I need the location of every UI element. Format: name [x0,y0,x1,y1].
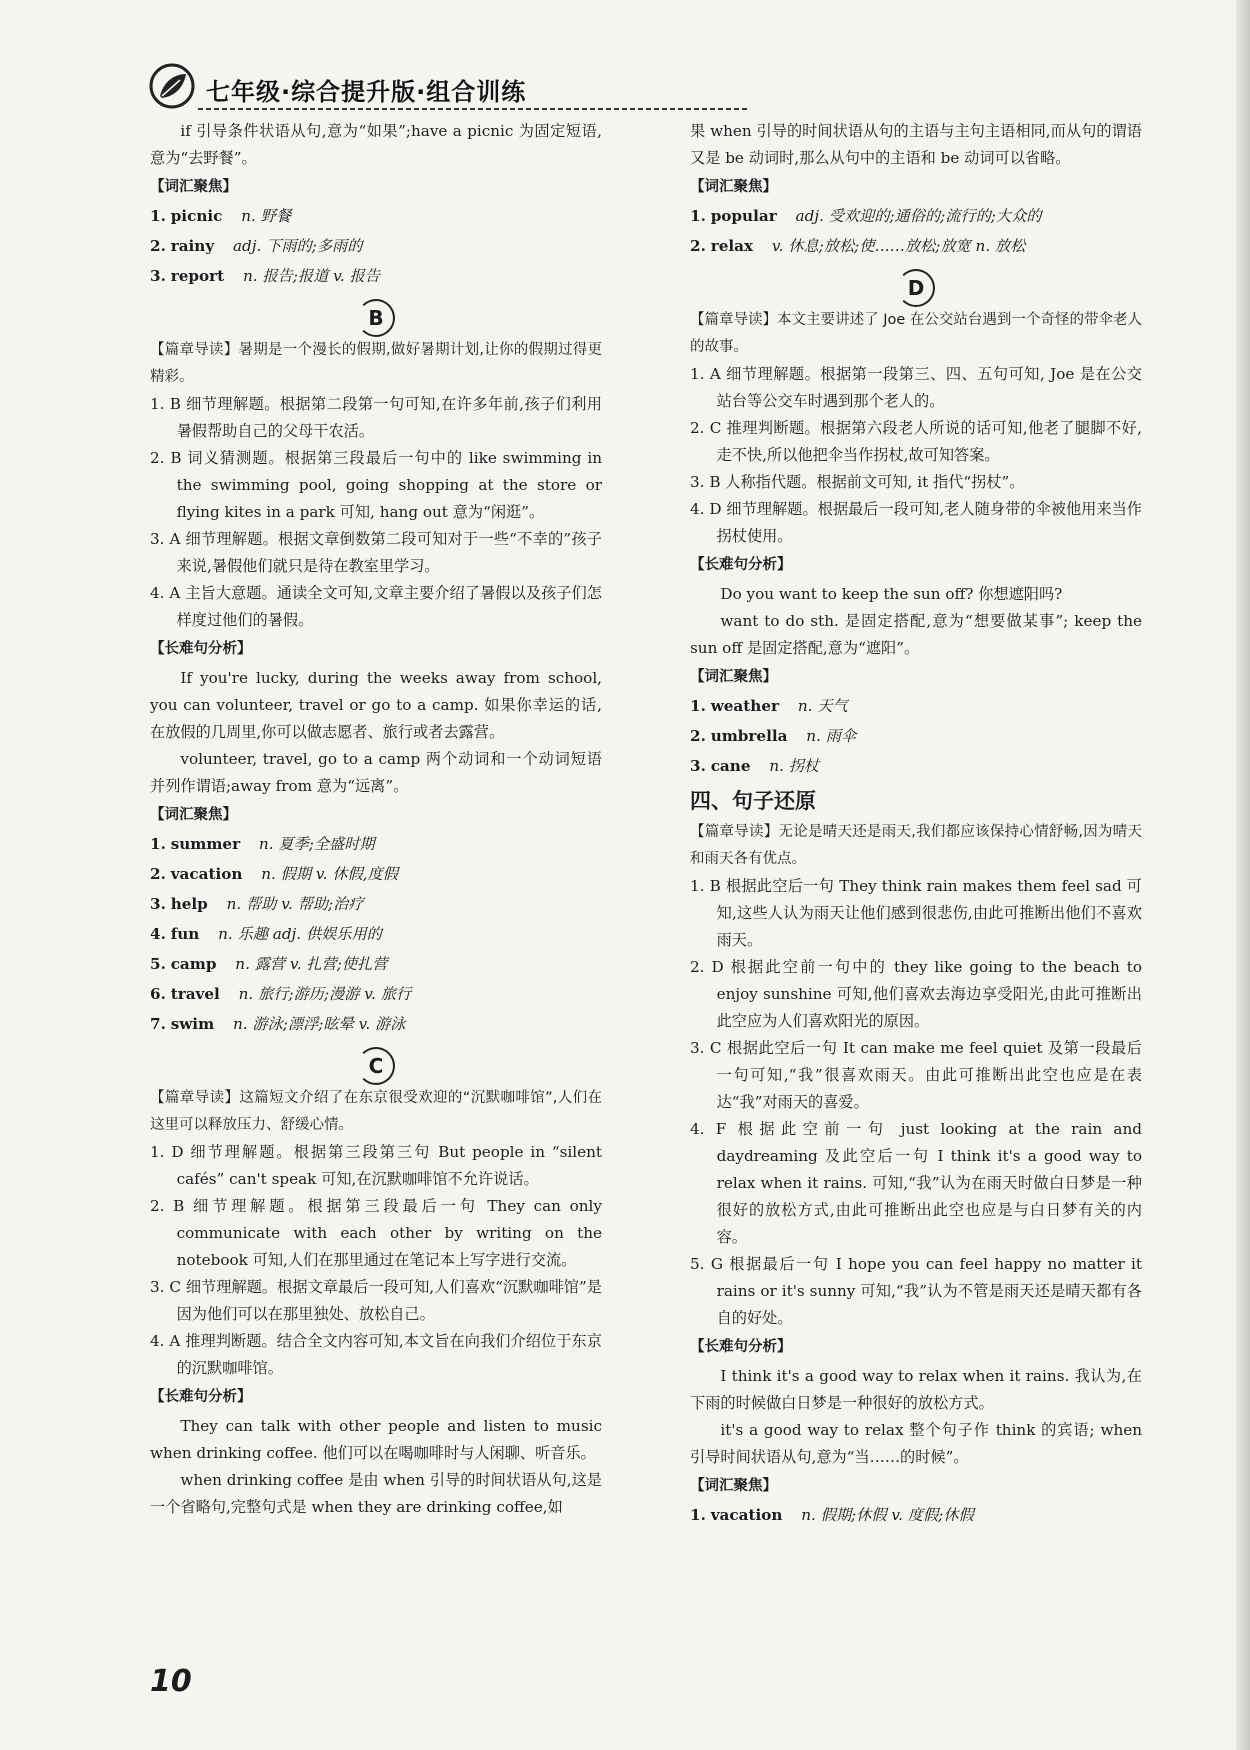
vocab-item: 3. report n. 报告;报道 v. 报告 [150,267,380,285]
answer-item: 3. A 细节理解题。根据文章倒数第二段可知对于一些“不幸的”孩子来说,暑假他们就只是待在教室里学习。 [150,530,602,575]
section-heading: 四、句子还原 [690,789,816,813]
vocab-item: 3. cane n. 拐杖 [690,757,820,775]
long-sentence: If you're lucky, during the weeks away from school, you can volunteer, travel or go to a camp. 如果你幸运的话,在放假的几周里,你可以做志愿者、旅行或者去露营。 [150,669,602,741]
vocab-label: 【词汇聚焦】 [150,807,237,823]
header-title: 七年级·综合提升版·组合训练 [206,78,527,106]
vocab-item: 2. vacation n. 假期 v. 休假,度假 [150,865,398,883]
answer-item: 4. D 细节理解题。根据最后一段可知,老人随身带的伞被他用来当作拐杖使用。 [690,500,1142,545]
long-sentence-label: 【长难句分析】 [150,1389,252,1405]
chapter-guide: 【篇章导读】本文主要讲述了 Joe 在公交站台遇到一个奇怪的带伞老人的故事。 [690,312,1142,355]
answer-item: 1. B 细节理解题。根据第二段第一句可知,在许多年前,孩子们利用暑假帮助自己的父母干农活。 [150,395,602,440]
vocab-label: 【词汇聚焦】 [150,179,237,195]
long-sentence: They can talk with other people and listen to music when drinking coffee. 他们可以在喝咖啡时与人闲聊、听音乐。 [150,1417,602,1462]
section-mark-b: B [150,293,602,337]
answer-item: 3. C 细节理解题。根据文章最后一段可知,人们喜欢“沉默咖啡馆”是因为他们可以在那里独处、放松自己。 [150,1278,602,1323]
answer-item: 5. G 根据最后一句 I hope you can feel happy no matter it rains or it's sunny 可知,“我”认为不管是雨天还是晴天都有各自的好处。 [690,1255,1142,1327]
header-rule [198,108,748,110]
vocab-label: 【词汇聚焦】 [690,179,777,195]
answer-item: 4. F 根据此空前一句 just looking at the rain and daydreaming 及此空后一句 I think it's a good way to relax when it rains. 可知,“我”认为在雨天时做白日梦是一种很好的放松方式,由此可推断出此空也应是与白日梦有关的内容。 [690,1120,1142,1246]
answer-item: 1. A 细节理解题。根据第一段第三、四、五句可知, Joe 是在公交站台等公交车时遇到那个老人的。 [690,365,1142,410]
left-column [150,118,602,1521]
long-sentence-note: when drinking coffee 是由 when 引导的时间状语从句,这是一个省略句,完整句式是 when they are drinking coffee,如 [150,1471,602,1516]
leaf-logo-icon [148,62,196,110]
long-sentence-note: volunteer, travel, go to a camp 两个动词和一个动词短语并列作谓语;away from 意为“远离”。 [150,750,602,795]
chapter-guide: 【篇章导读】暑期是一个漫长的假期,做好暑期计划,让你的假期过得更精彩。 [150,342,602,385]
vocab-item: 2. umbrella n. 雨伞 [690,727,857,745]
answer-item: 2. C 推理判断题。根据第六段老人所说的话可知,他老了腿脚不好,走不快,所以他把伞当作拐杖,故可知答案。 [690,419,1142,464]
vocab-item: 4. fun n. 乐趣 adj. 供娱乐用的 [150,925,382,943]
answer-item: 3. B 人称指代题。根据前文可知, it 指代“拐杖”。 [690,473,1025,491]
page-number: 10 [150,1664,192,1699]
answer-item: 2. D 根据此空前一句中的 they like going to the beach to enjoy sunshine 可知,他们喜欢去海边享受阳光,由此可推断出此空应为人们喜欢阳光的原因。 [690,958,1142,1030]
answer-item: 2. B 词义猜测题。根据第三段最后一句中的 like swimming in the swimming pool, going shopping at the store or flying kites in a park 可知, hang out 意为“闲逛”。 [150,449,602,521]
long-sentence-label: 【长难句分析】 [690,557,792,573]
answer-item: 1. B 根据此空后一句 They think rain makes them feel sad 可知,这些人认为雨天让他们感到很悲伤,由此可推断出他们不喜欢雨天。 [690,877,1142,949]
vocab-item: 1. picnic n. 野餐 [150,207,292,225]
vocab-label: 【词汇聚焦】 [690,669,777,685]
section-mark-c: C [150,1041,602,1085]
section-mark-d: D [690,263,1142,307]
vocab-item: 1. popular adj. 受欢迎的;通俗的;流行的;大众的 [690,207,1042,225]
answer-item: 4. A 推理判断题。结合全文内容可知,本文旨在向我们介绍位于东京的沉默咖啡馆。 [150,1332,602,1377]
intro-text: if 引导条件状语从句,意为“如果”;have a picnic 为固定短语,意为“去野餐”。 [150,122,602,167]
vocab-item: 6. travel n. 旅行;游历;漫游 v. 旅行 [150,985,412,1003]
vocab-item: 5. camp n. 露营 v. 扎营;使扎营 [150,955,388,973]
vocab-item: 1. summer n. 夏季;全盛时期 [150,835,375,853]
right-column [690,118,1142,1532]
vocab-item: 2. relax v. 休息;放松;使……放松;放宽 n. 放松 [690,237,1026,255]
intro-text: 果 when 引导的时间状语从句的主语与主句主语相同,而从句的谓语又是 be 动词时,那么从句中的主语和 be 动词可以省略。 [690,122,1142,167]
page-edge [1236,0,1250,1750]
long-sentence-label: 【长难句分析】 [150,641,252,657]
vocab-item: 1. vacation n. 假期;休假 v. 度假;休假 [690,1506,974,1524]
page-header [148,62,578,114]
answer-item: 1. D 细节理解题。根据第三段第三句 But people in “silent cafés” can't speak 可知,在沉默咖啡馆不允许说话。 [150,1143,602,1188]
vocab-item: 3. help n. 帮助 v. 帮助;治疗 [150,895,364,913]
long-sentence-note: want to do sth. 是固定搭配,意为“想要做某事”; keep the sun off 是固定搭配,意为“遮阳”。 [690,612,1142,657]
chapter-guide: 【篇章导读】无论是晴天还是雨天,我们都应该保持心情舒畅,因为晴天和雨天各有优点。 [690,824,1142,867]
vocab-label: 【词汇聚焦】 [690,1478,777,1494]
long-sentence-label: 【长难句分析】 [690,1339,792,1355]
vocab-item: 1. weather n. 天气 [690,697,848,715]
vocab-item: 7. swim n. 游泳;漂浮;眩晕 v. 游泳 [150,1015,406,1033]
long-sentence: Do you want to keep the sun off? 你想遮阳吗? [720,585,1063,603]
answer-item: 4. A 主旨大意题。通读全文可知,文章主要介绍了暑假以及孩子们怎样度过他们的暑假。 [150,584,602,629]
long-sentence: I think it's a good way to relax when it rains. 我认为,在下雨的时候做白日梦是一种很好的放松方式。 [690,1367,1142,1412]
answer-item: 3. C 根据此空后一句 It can make me feel quiet 及第一段最后一句可知,“我”很喜欢雨天。由此可推断出此空也应是在表达“我”对雨天的喜爱。 [690,1039,1142,1111]
vocab-item: 2. rainy adj. 下雨的;多雨的 [150,237,363,255]
answer-item: 2. B 细节理解题。根据第三段最后一句 They can only communicate with each other by writing on the notebook 可知,人们在那里通过在笔记本上写字进行交流。 [150,1197,602,1269]
chapter-guide: 【篇章导读】这篇短文介绍了在东京很受欢迎的“沉默咖啡馆”,人们在这里可以释放压力、舒缓心情。 [150,1090,602,1133]
long-sentence-note: it's a good way to relax 整个句子作 think 的宾语; when 引导时间状语从句,意为“当……的时候”。 [690,1421,1142,1466]
